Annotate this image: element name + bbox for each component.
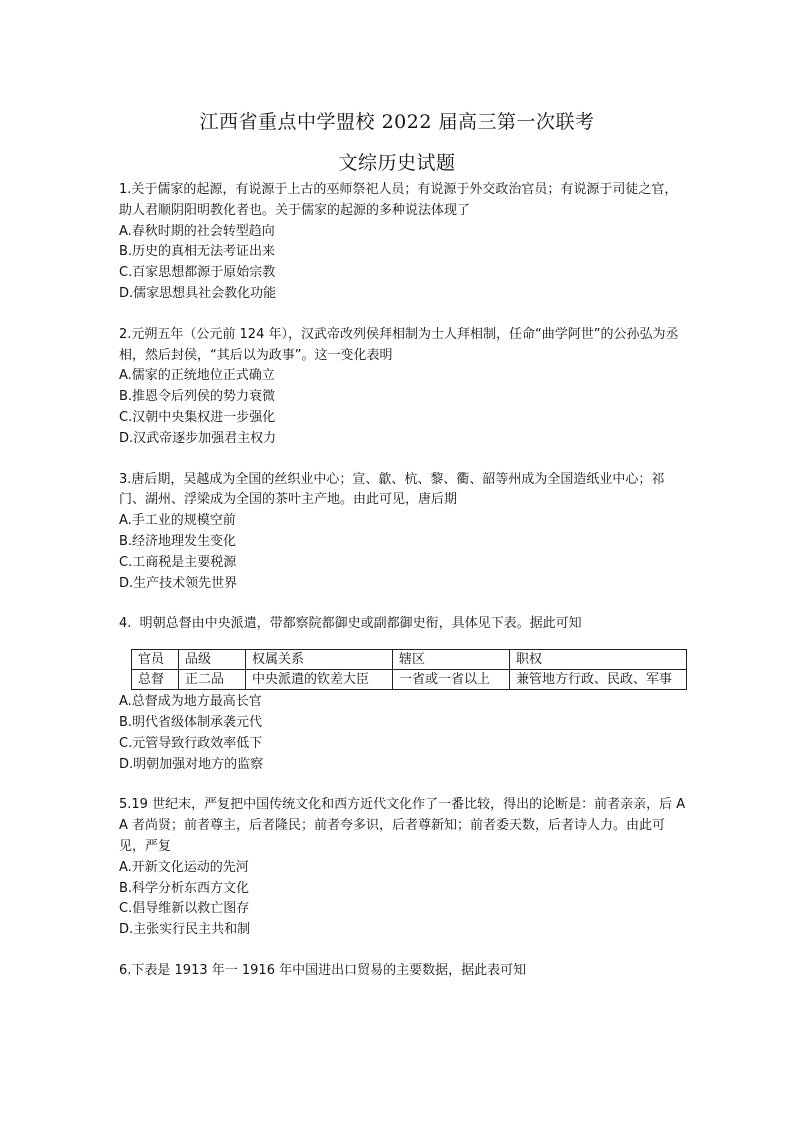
table-cell: 兼管地方行政、民政、军事 [510,670,687,690]
option-c: C.汉朝中央集权进一步强化 [119,409,276,425]
option-c: C.元管导致行政效率低下 [119,735,263,751]
question-stem: 4. 明朝总督由中央派遣，带都察院都御史或副都御史衔，具体见下表。据此可知 [119,616,582,632]
option-d: D.生产技术领先世界 [119,575,238,591]
option-a: A.儒家的正统地位正式确立 [119,368,275,384]
table-header-cell: 职权 [510,650,687,670]
question-4 [119,614,689,775]
table-header-cell: 辖区 [393,650,510,670]
question-stem: 2.元朔五年（公元前 124 年），汉武帝改列侯拜相制为士人拜相制，任命“曲学阿世”的公孙弘为丞相，然后封侯，“其后以为政事”。这一变化表明 [119,326,679,363]
option-d: D.主张实行民主共和制 [119,922,251,938]
exam-title: 江西省重点中学盟校 2022 届高三第一次联考 [199,111,595,133]
table-header-cell: 官员 [132,650,179,670]
table-cell: 中央派遣的钦差大臣 [246,670,393,690]
option-b: B.经济地理发生变化 [119,533,237,549]
table-cell: 正二品 [179,670,246,690]
option-a: A.开新文化运动的先河 [119,859,249,875]
table-cell: 总督 [132,670,179,690]
option-b: B.科学分析东西方文化 [119,880,250,896]
option-a: A.总督成为地方最高长官 [119,694,262,710]
option-b: B.历史的真相无法考证出来 [119,244,276,260]
option-c: C.百家思想都源于原始宗教 [119,265,276,281]
option-d: D.儒家思想具社会教化功能 [119,285,277,301]
table-row [132,670,687,690]
question-list [119,180,689,982]
option-c: C.倡导维新以救亡图存 [119,901,250,917]
question-stem: 1.关于儒家的起源，有说源于上古的巫师祭祀人员；有说源于外交政治官员；有说源于司徒之官，助人君顺阴阳明教化者也。关于儒家的起源的多种说法体现了 [119,182,678,218]
table-header-cell: 品级 [179,650,246,670]
table-header-cell: 权属关系 [246,650,393,670]
option-d: D.明朝加强对地方的监察 [119,756,264,772]
question-stem: 3.唐后期，吴越成为全国的丝织业中心；宣、歙、杭、黎、衢、韶等州成为全国造纸业中心；祁门、湖州、浮梁成为全国的茶叶主产地。由此可见，唐后期 [119,471,665,508]
question-3 [119,470,689,595]
option-a: A.手工业的规模空前 [119,513,236,529]
table-header-row [132,650,687,670]
question-2 [119,325,689,450]
option-d: D.汉武帝逐步加强君主权力 [119,430,277,446]
governor-table [131,649,687,690]
option-b: B.推恩令后列侯的势力衰微 [119,389,276,405]
option-c: C.工商税是主要税源 [119,554,237,570]
question-stem: 5.19 世纪末，严复把中国传统文化和西方近代文化作了一番比较，得出的论断是：前者亲亲，后 AA 者尚贤；前者尊主，后者隆民；前者夸多识，后者尊新知；前者委天数，后者诗人力。由此可见，严复 [119,797,686,854]
option-a: A.春秋时期的社会转型趋向 [119,223,275,239]
question-1 [119,180,689,305]
exam-subtitle: 文综历史试题 [338,152,456,174]
question-stem: 6.下表是 1913 年一 1916 年中国进出口贸易的主要数据，据此表可知 [119,962,527,978]
question-6 [119,961,689,982]
table-cell: 一省或一省以上 [393,670,510,690]
question-5 [119,795,689,941]
option-b: B.明代省级体制承袭元代 [119,714,263,730]
